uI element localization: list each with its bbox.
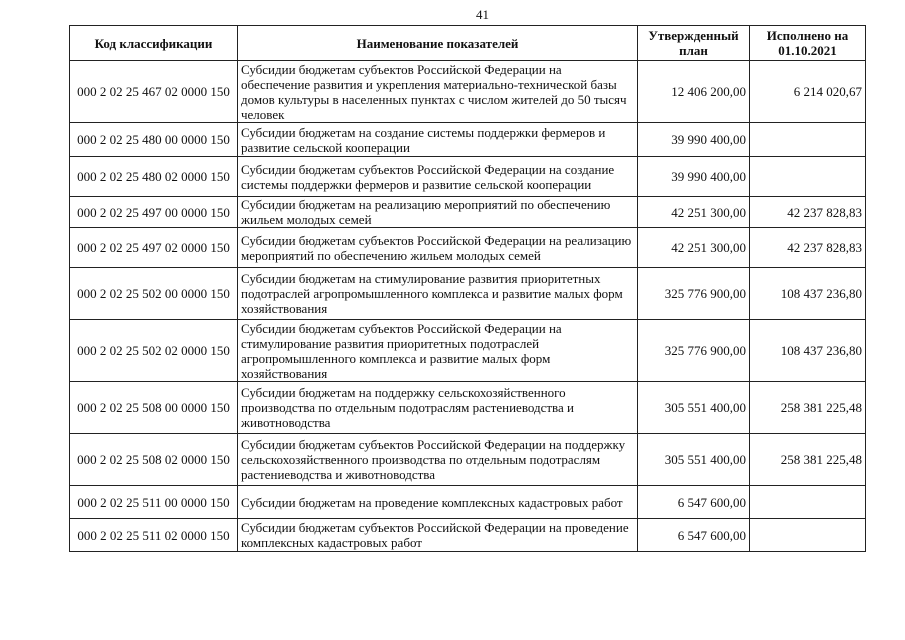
table-header [70, 26, 866, 61]
cell-code: 000 2 02 25 480 00 0000 150 [70, 123, 238, 157]
cell-code: 000 2 02 25 502 00 0000 150 [70, 268, 238, 320]
table-row [70, 486, 866, 519]
cell-done: 42 237 828,83 [750, 228, 866, 268]
header-code: Код классификации [70, 26, 238, 61]
cell-name: Субсидии бюджетам субъектов Российской Федерации на стимулирование развития приоритетных подотраслей агропромышленного комплекса и развитие малых форм хозяйствования [238, 320, 638, 382]
cell-code: 000 2 02 25 502 02 0000 150 [70, 320, 238, 382]
cell-plan: 39 990 400,00 [638, 123, 750, 157]
cell-done: 42 237 828,83 [750, 197, 866, 228]
cell-done [750, 157, 866, 197]
cell-done: 6 214 020,67 [750, 61, 866, 123]
table-row [70, 123, 866, 157]
cell-plan: 325 776 900,00 [638, 320, 750, 382]
cell-name: Субсидии бюджетам субъектов Российской Федерации на проведение комплексных кадастровых работ [238, 519, 638, 552]
cell-done [750, 123, 866, 157]
cell-code: 000 2 02 25 508 02 0000 150 [70, 434, 238, 486]
cell-plan: 42 251 300,00 [638, 228, 750, 268]
report-table [69, 25, 866, 552]
cell-plan: 305 551 400,00 [638, 434, 750, 486]
cell-name: Субсидии бюджетам субъектов Российской Федерации на реализацию мероприятий по обеспечению жильем молодых семей [238, 228, 638, 268]
table-row [70, 519, 866, 552]
table-row [70, 228, 866, 268]
cell-done: 258 381 225,48 [750, 434, 866, 486]
header-name: Наименование показателей [238, 26, 638, 61]
cell-name: Субсидии бюджетам субъектов Российской Федерации на обеспечение развития и укрепления материально-технической базы домов культуры в населенных пунктах с числом жителей до 50 тысяч человек [238, 61, 638, 123]
cell-done: 108 437 236,80 [750, 320, 866, 382]
cell-plan: 12 406 200,00 [638, 61, 750, 123]
cell-code: 000 2 02 25 480 02 0000 150 [70, 157, 238, 197]
cell-plan: 6 547 600,00 [638, 486, 750, 519]
cell-done: 108 437 236,80 [750, 268, 866, 320]
cell-plan: 305 551 400,00 [638, 382, 750, 434]
cell-plan: 325 776 900,00 [638, 268, 750, 320]
header-done: Исполнено на 01.10.2021 [750, 26, 866, 61]
cell-plan: 42 251 300,00 [638, 197, 750, 228]
table-row [70, 61, 866, 123]
cell-code: 000 2 02 25 508 00 0000 150 [70, 382, 238, 434]
cell-name: Субсидии бюджетам на поддержку сельскохозяйственного производства по отдельным подотраслям растениеводства и животноводства [238, 382, 638, 434]
cell-plan: 39 990 400,00 [638, 157, 750, 197]
cell-name: Субсидии бюджетам на проведение комплексных кадастровых работ [238, 486, 638, 519]
cell-name: Субсидии бюджетам субъектов Российской Федерации на поддержку сельскохозяйственного производства по отдельным подотраслям растениеводства и животноводства [238, 434, 638, 486]
cell-code: 000 2 02 25 497 02 0000 150 [70, 228, 238, 268]
cell-name: Субсидии бюджетам на стимулирование развития приоритетных подотраслей агропромышленного комплекса и развитие малых форм хозяйствования [238, 268, 638, 320]
header-plan: Утвержденный план [638, 26, 750, 61]
cell-name: Субсидии бюджетам субъектов Российской Федерации на создание системы поддержки фермеров и развитие сельской кооперации [238, 157, 638, 197]
cell-name: Субсидии бюджетам на создание системы поддержки фермеров и развитие сельской кооперации [238, 123, 638, 157]
page-number: 41 [476, 7, 489, 22]
cell-done: 258 381 225,48 [750, 382, 866, 434]
cell-name: Субсидии бюджетам на реализацию мероприятий по обеспечению жильем молодых семей [238, 197, 638, 228]
table-body [70, 61, 866, 552]
cell-done [750, 486, 866, 519]
cell-done [750, 519, 866, 552]
cell-code: 000 2 02 25 497 00 0000 150 [70, 197, 238, 228]
cell-code: 000 2 02 25 511 00 0000 150 [70, 486, 238, 519]
cell-code: 000 2 02 25 511 02 0000 150 [70, 519, 238, 552]
table-row [70, 382, 866, 434]
cell-code: 000 2 02 25 467 02 0000 150 [70, 61, 238, 123]
table-row [70, 197, 866, 228]
table-row [70, 157, 866, 197]
cell-plan: 6 547 600,00 [638, 519, 750, 552]
table-row [70, 320, 866, 382]
table-row [70, 434, 866, 486]
table-row [70, 268, 866, 320]
